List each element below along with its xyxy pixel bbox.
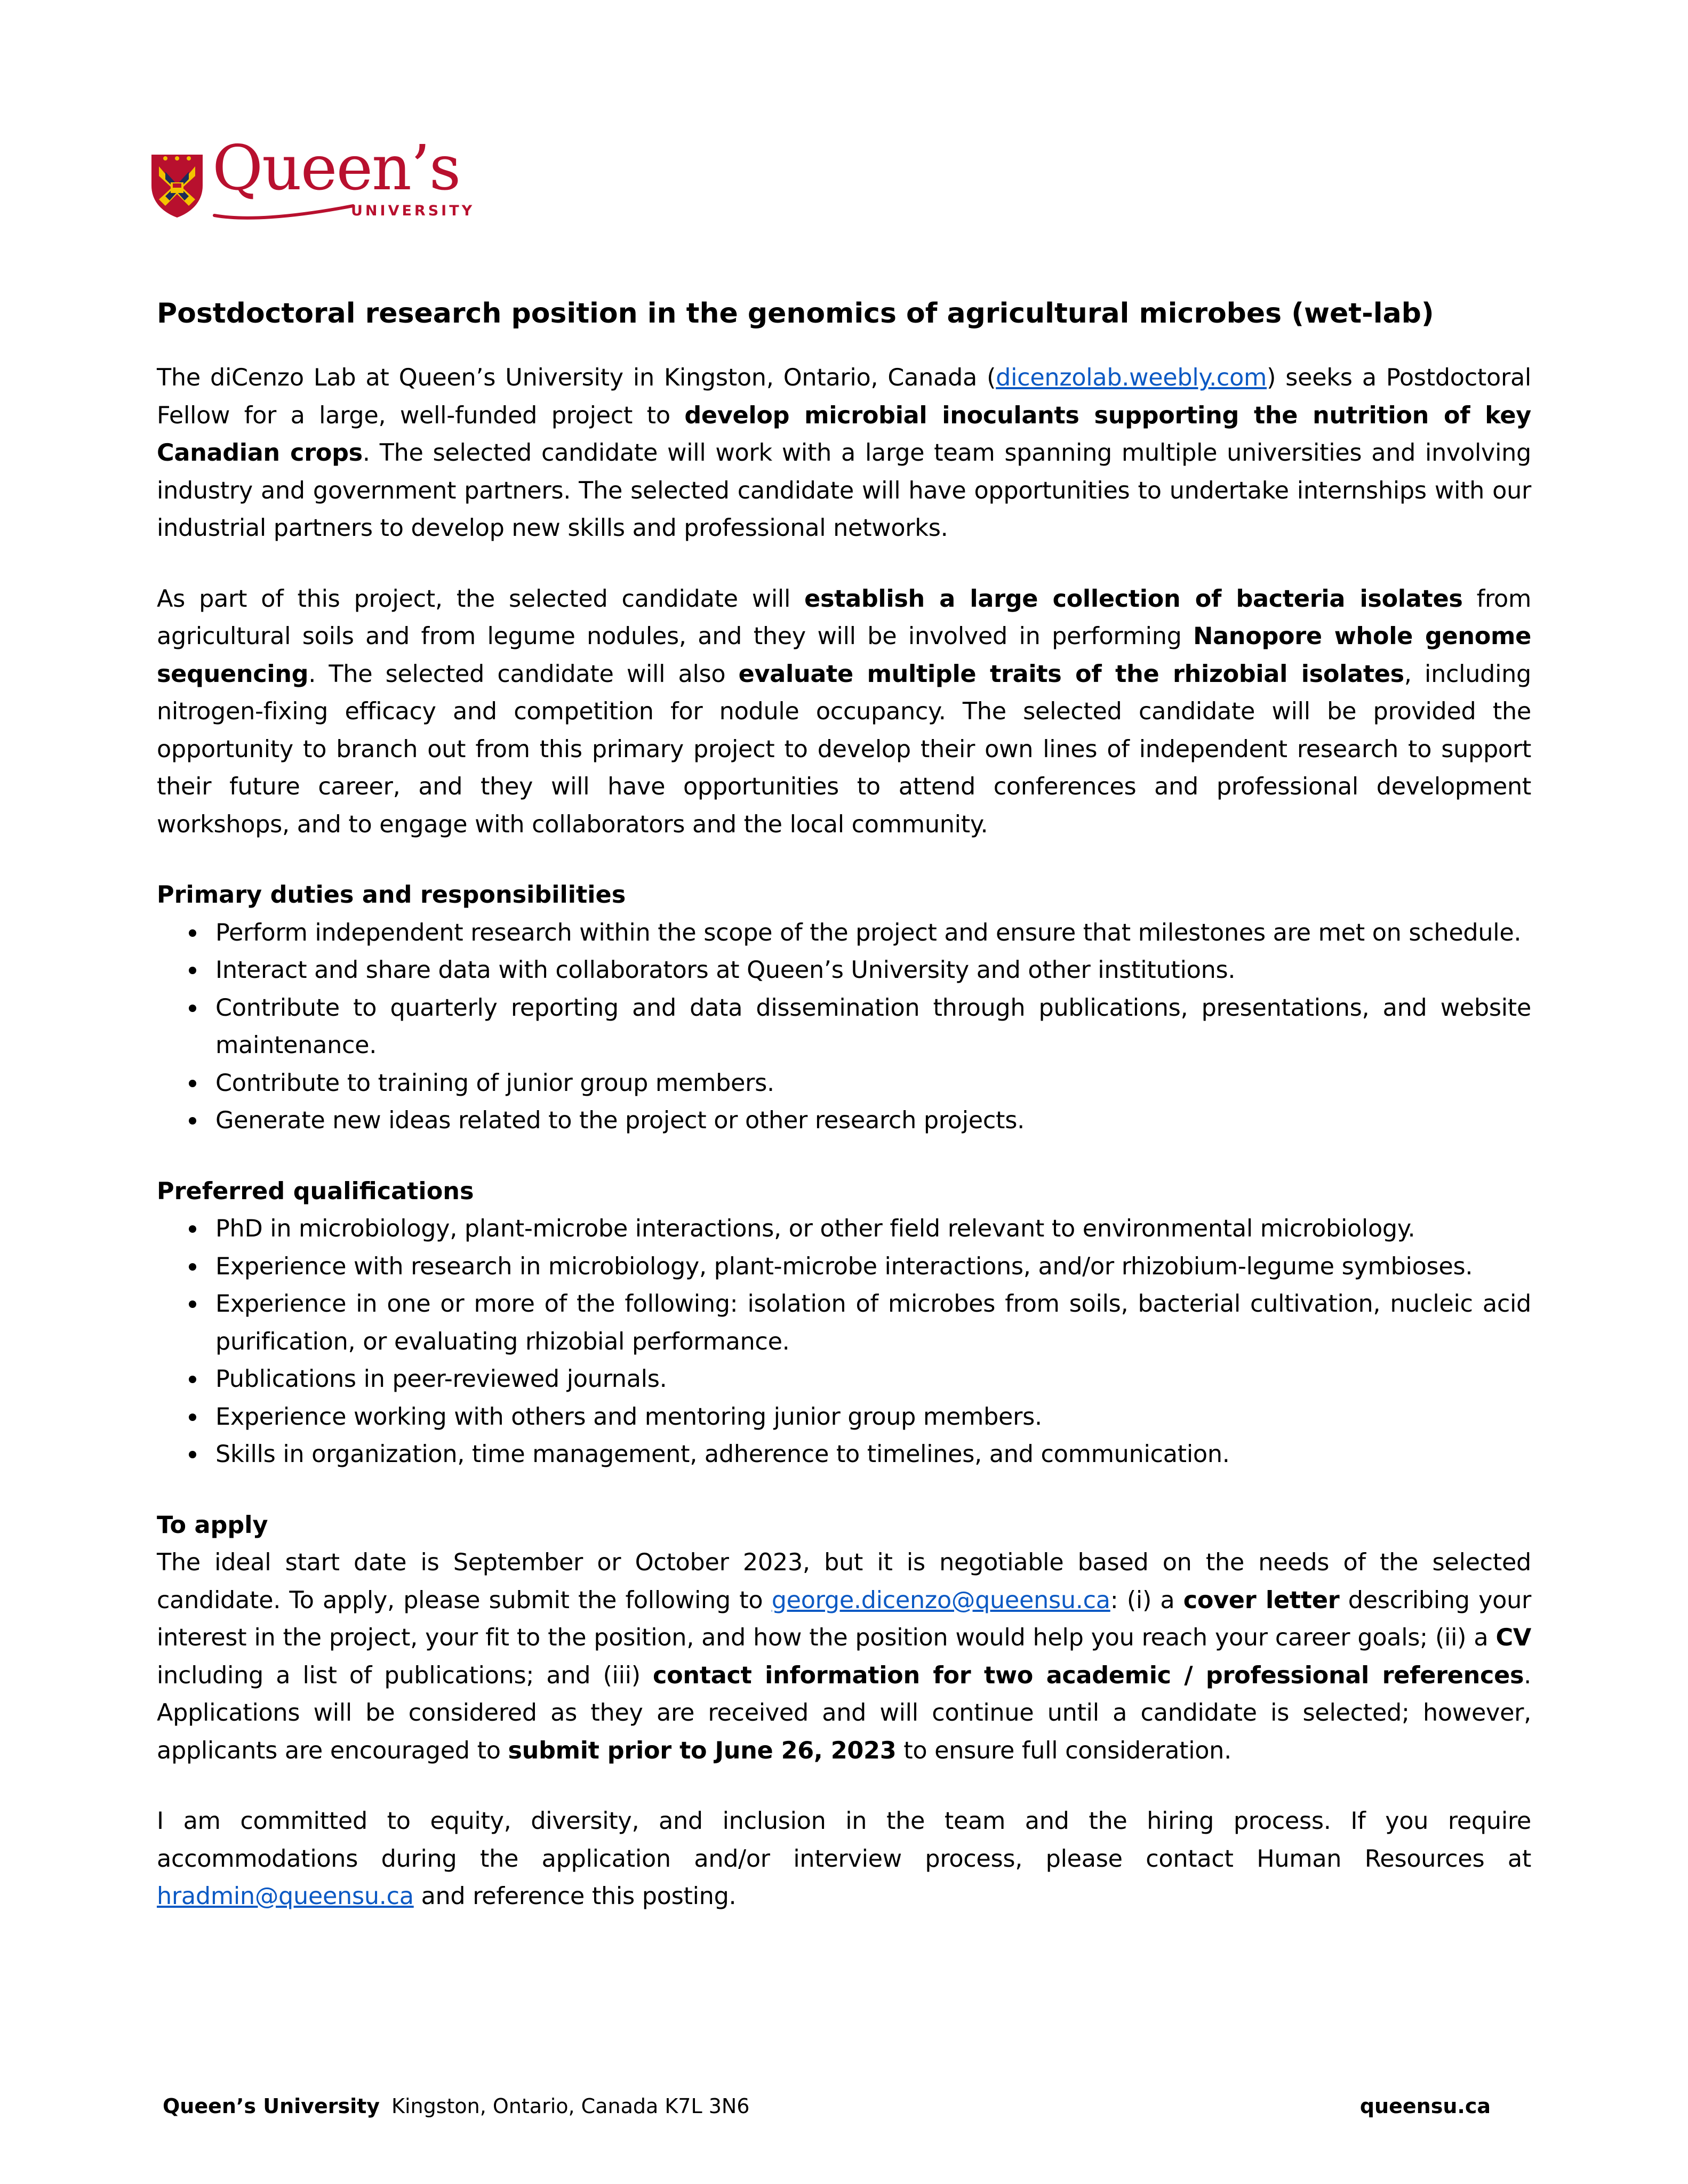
list-item: Experience with research in microbiology, plant-microbe interactions, and/or rhizobium-legume symbioses. — [157, 1248, 1531, 1286]
apply-highlight-1: cover letter — [1183, 1586, 1340, 1614]
list-item: Generate new ideas related to the project or other research projects. — [157, 1102, 1531, 1140]
equity-paragraph — [157, 1803, 1531, 1916]
project-text-2: from agricultural soils and from legume nodules, and they will be involved in performing — [157, 585, 1531, 650]
project-paragraph — [157, 581, 1531, 844]
intro-highlight: develop microbial inoculants supporting the nutrition of key Canadian crops — [157, 402, 1531, 467]
qualifications-list — [157, 1210, 1531, 1474]
project-highlight-2: Nanopore whole genome sequencing — [157, 623, 1531, 688]
logo-wordmark: Queen’s — [212, 132, 460, 204]
apply-text-1: The ideal start date is September or October 2023, but it is negotiable based on the needs of the selected candidate. To apply, please submit the following to — [157, 1549, 1531, 1614]
document-body — [157, 294, 1531, 1916]
list-item: Contribute to training of junior group members. — [157, 1065, 1531, 1103]
logo-swash-icon — [212, 196, 356, 221]
apply-text-3: describing your interest in the project, your fit to the position, and how the position would help you reach your career goals; (ii) a — [157, 1586, 1531, 1651]
apply-text-5: . Applications will be considered as they are received and will continue until a candidate is selected; however, applicants are encouraged to — [157, 1661, 1531, 1764]
list-item: Contribute to quarterly reporting and data dissemination through publications, presentations, and website maintenance. — [157, 990, 1531, 1065]
apply-highlight-3: contact information for two academic / professional references — [653, 1661, 1524, 1689]
footer-website: queensu.ca — [1359, 2094, 1491, 2118]
apply-text-2: : (i) a — [1110, 1586, 1183, 1614]
duties-heading: Primary duties and responsibilities — [157, 881, 626, 909]
project-text-3: . The selected candidate will also — [308, 660, 739, 688]
list-item: Skills in organization, time management, adherence to timelines, and communication. — [157, 1436, 1531, 1474]
list-item: Publications in peer-reviewed journals. — [157, 1361, 1531, 1399]
project-text-4: , including nitrogen-fixing efficacy and competition for nodule occupancy. The selected candidate will be provided the opportunity to branch out from this primary project to develop their own lines of independent research to support their future career, and they will have opportunities to attend conferences and professional development workshops, and to engage with collaborators and the local community. — [157, 660, 1532, 838]
apply-paragraph — [157, 1544, 1531, 1770]
apply-text-4: including a list of publications; and (iii) — [157, 1661, 653, 1689]
footer-address: Kingston, Ontario, Canada K7L 3N6 — [391, 2094, 750, 2118]
list-item: PhD in microbiology, plant-microbe interactions, or other field relevant to environmental microbiology. — [157, 1210, 1531, 1248]
project-text-1: As part of this project, the selected candidate will — [157, 585, 805, 613]
intro-text-2: ) seeks a Postdoctoral Fellow for a large, well-funded project to — [157, 364, 1531, 429]
duties-list — [157, 914, 1531, 1140]
crest-shield-icon — [149, 152, 205, 219]
qualifications-heading: Preferred qualifications — [157, 1177, 474, 1205]
lab-website-link[interactable]: dicenzolab.weebly.com — [996, 364, 1267, 391]
logo-subtitle: UNIVERSITY — [351, 203, 475, 219]
project-highlight-3: evaluate multiple traits of the rhizobial isolates — [738, 660, 1404, 688]
apply-text-6: to ensure full consideration. — [896, 1737, 1231, 1764]
equity-text-1: I am committed to equity, diversity, and inclusion in the team and the hiring process. If you require accommodations during the application and/or interview process, please contact Human Resources at — [157, 1808, 1531, 1873]
page-title: Postdoctoral research position in the genomics of agricultural microbes (wet-lab) — [157, 298, 1434, 330]
apply-heading: To apply — [157, 1511, 268, 1539]
list-item: Experience in one or more of the following: isolation of microbes from soils, bacterial cultivation, nucleic acid purification, or evaluating rhizobial performance. — [157, 1286, 1531, 1361]
list-item: Experience working with others and mentoring junior group members. — [157, 1399, 1531, 1436]
page-footer — [163, 2090, 1491, 2122]
list-item: Perform independent research within the scope of the project and ensure that milestones are met on schedule. — [157, 914, 1531, 952]
apply-highlight-4: submit prior to June 26, 2023 — [508, 1737, 897, 1764]
intro-text-3: . The selected candidate will work with a large team spanning multiple universities and involving industry and government partners. The selected candidate will have opportunities to undertake internships with our industrial partners to develop new skills and professional networks. — [157, 439, 1531, 542]
list-item: Interact and share data with collaborators at Queen’s University and other institutions. — [157, 952, 1531, 990]
apply-highlight-2: CV — [1495, 1624, 1531, 1651]
intro-text-1: The diCenzo Lab at Queen’s University in Kingston, Ontario, Canada ( — [157, 364, 996, 391]
project-highlight-1: establish a large collection of bacteria isolates — [804, 585, 1463, 613]
queens-university-logo — [149, 132, 475, 224]
footer-university: Queen’s University — [163, 2094, 380, 2118]
intro-paragraph — [157, 359, 1531, 548]
contact-email-link[interactable]: george.dicenzo@queensu.ca — [771, 1586, 1110, 1614]
equity-text-2: and reference this posting. — [413, 1883, 737, 1910]
hr-email-link[interactable]: hradmin@queensu.ca — [157, 1883, 414, 1910]
